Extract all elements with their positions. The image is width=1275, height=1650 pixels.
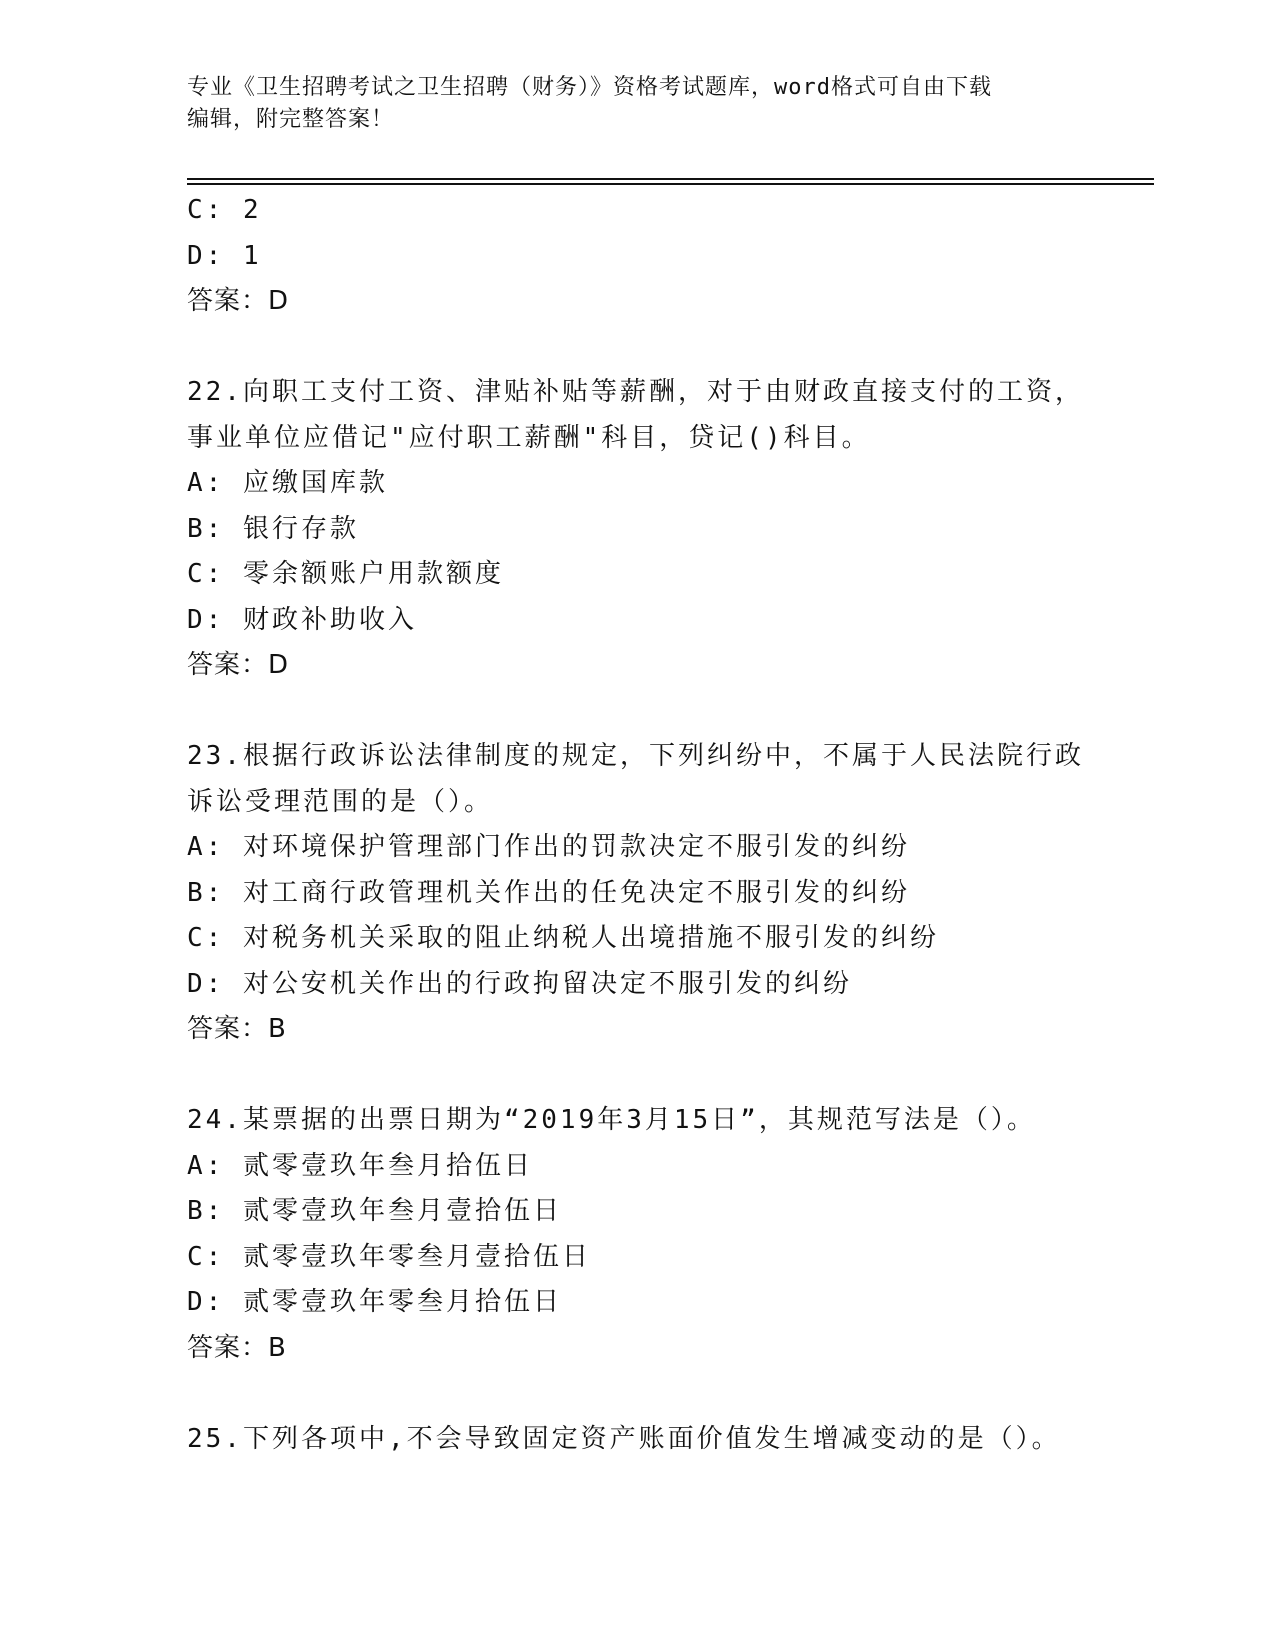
option-c: C: 2 (187, 195, 262, 225)
question-spacer (187, 1053, 1087, 1099)
header-line-2: 编辑，附完整答案！ (187, 107, 395, 132)
answer-line: 答案：B (187, 1332, 287, 1363)
question-spacer (187, 325, 1087, 371)
question-spacer (187, 1371, 1087, 1417)
option-c: C: 贰零壹玖年零叁月壹拾伍日 (187, 1241, 591, 1272)
header-divider-top (187, 178, 1154, 180)
answer-line: 答案：D (187, 650, 290, 680)
option-b: B: 贰零壹玖年叁月壹拾伍日 (187, 1196, 562, 1226)
option-d: D: 财政补助收入 (187, 604, 417, 635)
header-divider-bottom (187, 183, 1154, 185)
question-stem: 24.某票据的出票日期为“2019年3月15日”，其规范写法是（）。 (187, 1105, 1036, 1135)
question-stem: 23.根据行政诉讼法律制度的规定，下列纠纷中，不属于人民法院行政 (187, 741, 1084, 771)
question-stem: 22.向职工支付工资、津贴补贴等薪酬，对于由财政直接支付的工资， (187, 377, 1084, 407)
question-23 (187, 734, 1087, 1053)
question-25 (187, 1417, 1087, 1463)
document-header (187, 72, 1087, 136)
question-spacer (187, 689, 1087, 735)
option-b: B: 对工商行政管理机关作出的任免决定不服引发的纠纷 (187, 877, 910, 908)
option-d: D: 贰零壹玖年零叁月拾伍日 (187, 1287, 562, 1317)
question-stem: 事业单位应借记"应付职工薪酬"科目，贷记()科目。 (187, 422, 871, 453)
option-c: C: 对税务机关采取的阻止纳税人出境措施不服引发的纠纷 (187, 923, 939, 953)
question-24 (187, 1098, 1087, 1371)
option-a: A: 贰零壹玖年叁月拾伍日 (187, 1150, 533, 1181)
question-list (187, 188, 1087, 1462)
question-stem: 25.下列各项中,不会导致固定资产账面价值发生增减变动的是（）。 (187, 1423, 1061, 1454)
option-b: B: 银行存款 (187, 513, 359, 544)
question-stem: 诉讼受理范围的是（）。 (187, 786, 494, 817)
option-c: C: 零余额账户用款额度 (187, 559, 504, 589)
question-21-tail (187, 188, 1087, 325)
answer-line: 答案：D (187, 286, 290, 316)
option-d: D: 对公安机关作出的行政拘留决定不服引发的纠纷 (187, 968, 852, 999)
option-a: A: 对环境保护管理部门作出的罚款决定不服引发的纠纷 (187, 832, 910, 862)
option-d: D: 1 (187, 240, 262, 271)
header-line-1: 专业《卫生招聘考试之卫生招聘（财务）》资格考试题库，word格式可自由下载 (187, 75, 992, 100)
answer-line: 答案：B (187, 1014, 287, 1044)
question-22 (187, 370, 1087, 689)
option-a: A: 应缴国库款 (187, 468, 388, 498)
